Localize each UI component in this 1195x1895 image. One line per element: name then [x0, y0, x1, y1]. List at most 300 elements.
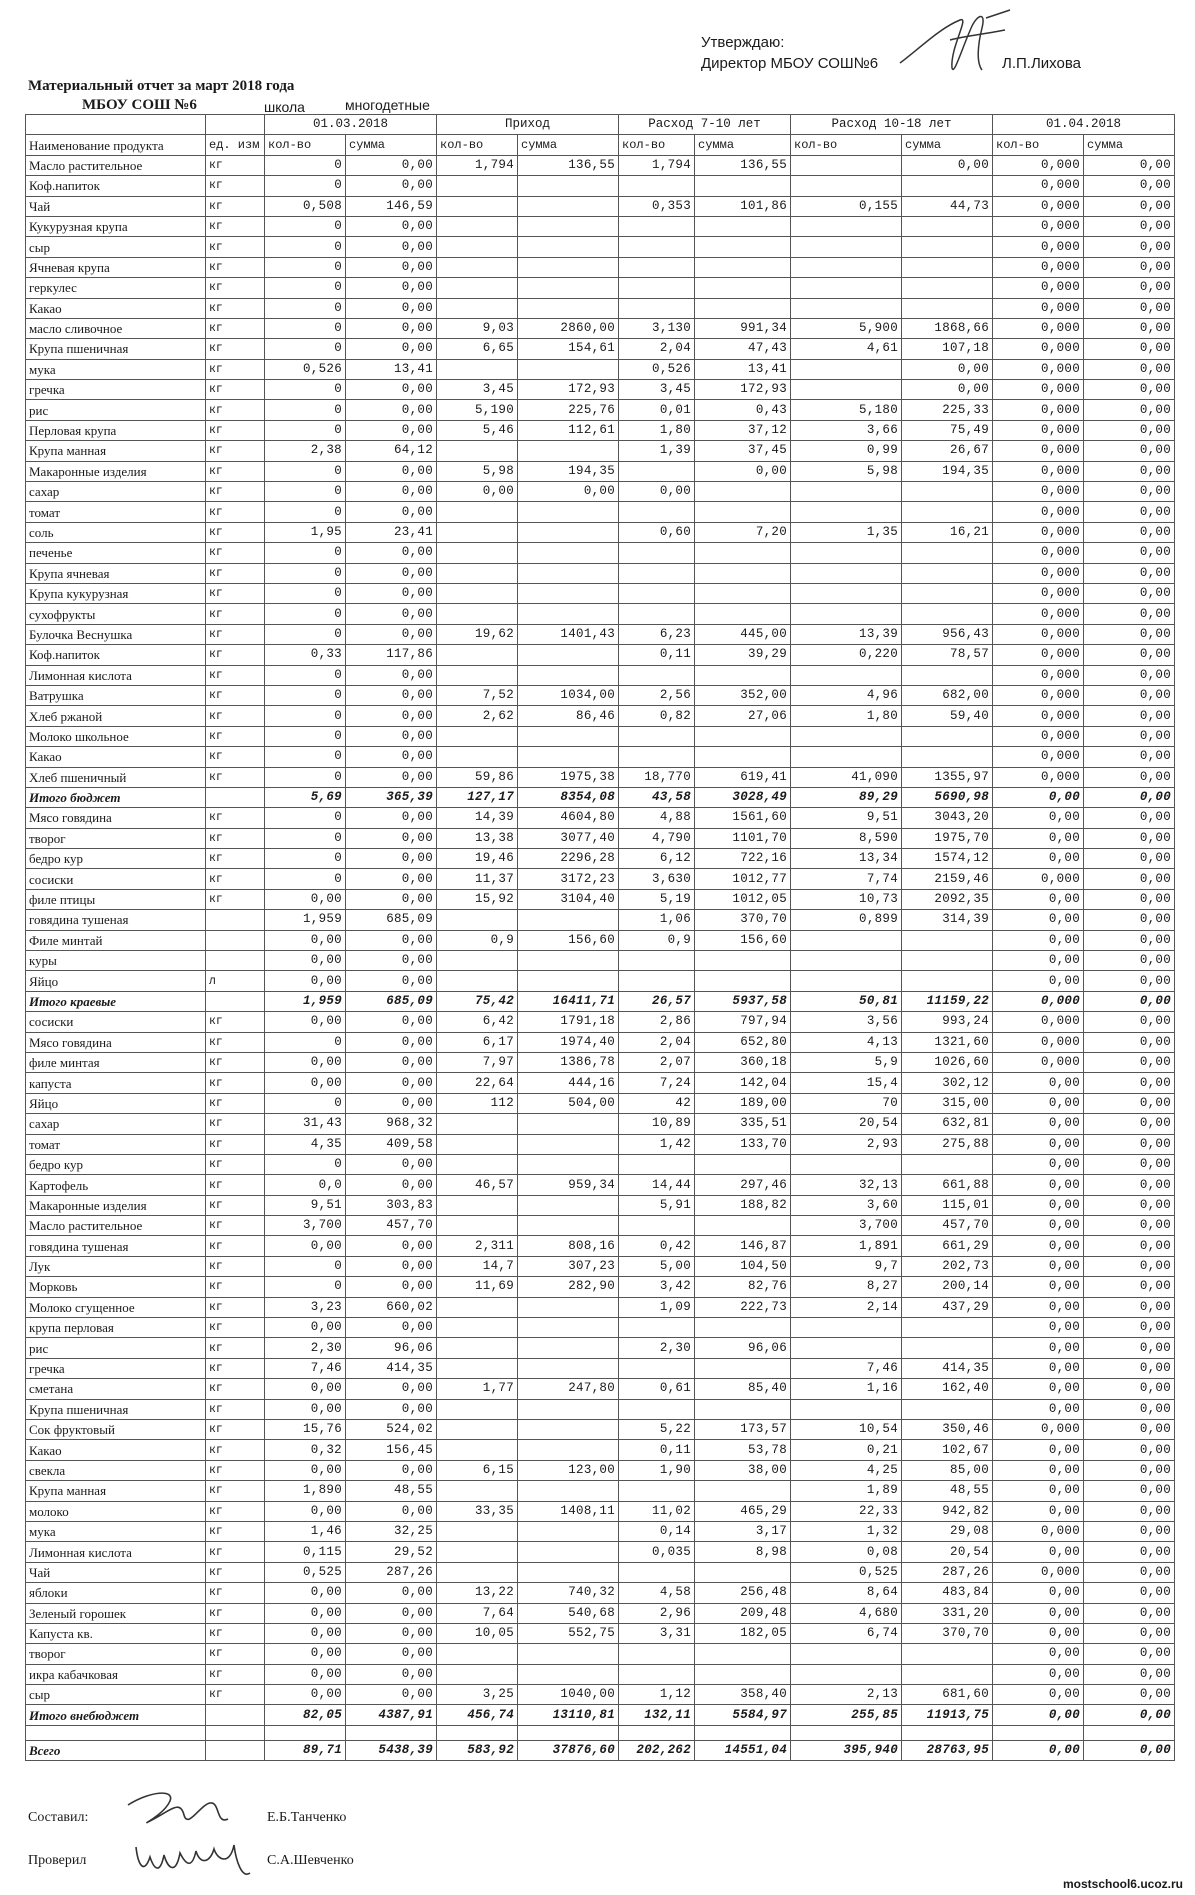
product-name-cell: сухофрукты	[26, 604, 206, 624]
value-cell: 365,39	[346, 787, 437, 807]
value-cell: 358,40	[695, 1685, 791, 1705]
value-cell: 0,00	[1084, 1236, 1175, 1256]
value-cell: 4,96	[791, 685, 902, 705]
value-cell: 0,526	[619, 359, 695, 379]
unit-cell: кг	[206, 1440, 265, 1460]
unit-cell: кг	[206, 1542, 265, 1562]
value-cell	[619, 1358, 695, 1378]
value-cell: 282,90	[518, 1277, 619, 1297]
value-cell	[791, 665, 902, 685]
value-cell	[791, 563, 902, 583]
unit-cell: кг	[206, 849, 265, 869]
value-cell: 1868,66	[902, 318, 993, 338]
product-name-cell: Итого внебюджет	[26, 1705, 206, 1725]
value-cell: 0,899	[791, 910, 902, 930]
value-cell: 444,16	[518, 1073, 619, 1093]
value-cell	[437, 1358, 518, 1378]
table-row	[26, 543, 1175, 563]
value-cell	[437, 1420, 518, 1440]
spacer-cell	[206, 1725, 265, 1740]
unit-cell: кг	[206, 869, 265, 889]
table-row	[26, 889, 1175, 909]
value-cell: 315,00	[902, 1093, 993, 1113]
value-cell: 0,00	[265, 1664, 346, 1684]
product-name-cell: говядина тушеная	[26, 910, 206, 930]
value-cell: 5,900	[791, 318, 902, 338]
table-row	[26, 747, 1175, 767]
table-row	[26, 1012, 1175, 1032]
value-cell: 4387,91	[346, 1705, 437, 1725]
table-row	[26, 1175, 1175, 1195]
value-cell: 0	[265, 298, 346, 318]
value-cell	[695, 298, 791, 318]
value-cell: 0,00	[993, 1460, 1084, 1480]
value-cell: 0,00	[993, 1236, 1084, 1256]
group-header-cell	[26, 115, 206, 135]
table-row	[26, 1114, 1175, 1134]
value-cell	[518, 645, 619, 665]
product-name-cell: мука	[26, 1521, 206, 1541]
value-cell: 0	[265, 828, 346, 848]
value-cell: 2,14	[791, 1297, 902, 1317]
product-name-cell: Капуста кв.	[26, 1623, 206, 1643]
value-cell: 0,525	[791, 1562, 902, 1582]
value-cell: 194,35	[518, 461, 619, 481]
value-cell: 0,000	[993, 237, 1084, 257]
value-cell: 0,00	[1084, 1542, 1175, 1562]
unit-cell: кг	[206, 543, 265, 563]
value-cell	[619, 726, 695, 746]
value-cell: 2,30	[619, 1338, 695, 1358]
value-cell	[518, 257, 619, 277]
unit-cell: кг	[206, 257, 265, 277]
unit-cell: кг	[206, 1685, 265, 1705]
value-cell: 0,00	[1084, 1440, 1175, 1460]
value-cell	[791, 257, 902, 277]
value-cell	[437, 1664, 518, 1684]
value-cell: 0,00	[993, 1440, 1084, 1460]
value-cell: 0,000	[993, 400, 1084, 420]
value-cell: 82,76	[695, 1277, 791, 1297]
value-cell	[518, 1542, 619, 1562]
value-cell: 0,00	[1084, 1073, 1175, 1093]
value-cell: 0,000	[993, 502, 1084, 522]
value-cell: 112	[437, 1093, 518, 1113]
value-cell: 29,52	[346, 1542, 437, 1562]
table-row	[26, 1338, 1175, 1358]
value-cell: 370,70	[695, 910, 791, 930]
unit-cell: кг	[206, 441, 265, 461]
value-cell: 0,000	[993, 726, 1084, 746]
value-cell: 5,98	[437, 461, 518, 481]
value-cell	[791, 951, 902, 971]
product-name-cell: сыр	[26, 1685, 206, 1705]
value-cell: 275,88	[902, 1134, 993, 1154]
value-cell: 1034,00	[518, 685, 619, 705]
value-cell: 0,00	[1084, 1644, 1175, 1664]
value-cell: 5,46	[437, 420, 518, 440]
value-cell: 11,37	[437, 869, 518, 889]
value-cell: 0	[265, 726, 346, 746]
value-cell: 0,00	[346, 747, 437, 767]
product-name-cell: сметана	[26, 1379, 206, 1399]
column-header-cell: сумма	[346, 135, 437, 155]
value-cell: 1012,77	[695, 869, 791, 889]
unit-cell: кг	[206, 339, 265, 359]
value-cell: 7,52	[437, 685, 518, 705]
value-cell: 0,00	[1084, 624, 1175, 644]
value-cell	[695, 257, 791, 277]
value-cell: 0,00	[993, 951, 1084, 971]
value-cell	[902, 971, 993, 991]
unit-cell: кг	[206, 645, 265, 665]
value-cell	[518, 278, 619, 298]
value-cell	[695, 1399, 791, 1419]
value-cell: 16411,71	[518, 991, 619, 1011]
value-cell	[518, 1154, 619, 1174]
value-cell	[791, 482, 902, 502]
value-cell	[791, 502, 902, 522]
unit-cell: кг	[206, 747, 265, 767]
value-cell	[619, 298, 695, 318]
value-cell: 33,35	[437, 1501, 518, 1521]
value-cell: 127,17	[437, 787, 518, 807]
value-cell: 0,00	[265, 1379, 346, 1399]
value-cell: 0	[265, 747, 346, 767]
value-cell: 0,00	[1084, 1501, 1175, 1521]
product-name-cell: филе минтая	[26, 1052, 206, 1072]
value-cell: 0,14	[619, 1521, 695, 1541]
value-cell	[437, 951, 518, 971]
value-cell: 1974,40	[518, 1032, 619, 1052]
value-cell	[437, 583, 518, 603]
value-cell: 0,00	[346, 543, 437, 563]
value-cell: 0,00	[346, 257, 437, 277]
value-cell: 524,02	[346, 1420, 437, 1440]
value-cell: 0,00	[1084, 1379, 1175, 1399]
value-cell	[902, 583, 993, 603]
value-cell: 13,22	[437, 1583, 518, 1603]
value-cell: 0,220	[791, 645, 902, 665]
product-name-cell: сахар	[26, 1114, 206, 1134]
unit-cell: кг	[206, 522, 265, 542]
value-cell: 0,00	[993, 1093, 1084, 1113]
value-cell	[437, 971, 518, 991]
value-cell: 6,42	[437, 1012, 518, 1032]
value-cell	[437, 726, 518, 746]
value-cell: 0,00	[993, 1705, 1084, 1725]
value-cell	[791, 747, 902, 767]
value-cell	[518, 1440, 619, 1460]
value-cell	[518, 1562, 619, 1582]
value-cell: 20,54	[902, 1542, 993, 1562]
product-name-cell: Чай	[26, 196, 206, 216]
value-cell: 8,27	[791, 1277, 902, 1297]
value-cell: 107,18	[902, 339, 993, 359]
value-cell: 0,115	[265, 1542, 346, 1562]
value-cell: 0,00	[346, 1399, 437, 1419]
table-row	[26, 1052, 1175, 1072]
value-cell: 59,40	[902, 706, 993, 726]
value-cell	[518, 1216, 619, 1236]
table-column-header	[26, 135, 1175, 155]
product-name-cell: Масло растительное	[26, 1216, 206, 1236]
value-cell	[437, 1542, 518, 1562]
table-row	[26, 298, 1175, 318]
table-row	[26, 604, 1175, 624]
value-cell: 188,82	[695, 1195, 791, 1215]
value-cell: 0	[265, 767, 346, 787]
value-cell: 0	[265, 461, 346, 481]
value-cell: 0,43	[695, 400, 791, 420]
value-cell: 661,88	[902, 1175, 993, 1195]
value-cell: 2159,46	[902, 869, 993, 889]
value-cell: 0,00	[346, 298, 437, 318]
product-name-cell: Булочка Веснушка	[26, 624, 206, 644]
value-cell: 0,00	[346, 706, 437, 726]
value-cell: 172,93	[695, 380, 791, 400]
value-cell: 0,00	[1084, 461, 1175, 481]
product-name-cell: Сок фруктовый	[26, 1420, 206, 1440]
value-cell: 0,11	[619, 645, 695, 665]
value-cell: 0,00	[993, 1358, 1084, 1378]
value-cell: 31,43	[265, 1114, 346, 1134]
product-name-cell: томат	[26, 502, 206, 522]
unit-cell: кг	[206, 1664, 265, 1684]
product-name-cell: Коф.напиток	[26, 176, 206, 196]
table-row	[26, 869, 1175, 889]
value-cell: 0,000	[993, 665, 1084, 685]
value-cell: 0,00	[346, 889, 437, 909]
value-cell: 0,00	[1084, 1358, 1175, 1378]
value-cell: 0,00	[993, 1175, 1084, 1195]
unit-cell: кг	[206, 1052, 265, 1072]
value-cell: 0	[265, 318, 346, 338]
value-cell: 0,00	[346, 604, 437, 624]
value-cell: 3,17	[695, 1521, 791, 1541]
value-cell: 0,00	[346, 869, 437, 889]
value-cell: 0,000	[993, 298, 1084, 318]
unit-cell: кг	[206, 155, 265, 175]
value-cell: 991,34	[695, 318, 791, 338]
value-cell: 722,16	[695, 849, 791, 869]
value-cell: 0,00	[346, 971, 437, 991]
value-cell: 0,00	[1084, 1175, 1175, 1195]
table-row	[26, 971, 1175, 991]
unit-cell: кг	[206, 1338, 265, 1358]
table-row	[26, 1644, 1175, 1664]
table-row	[26, 1093, 1175, 1113]
value-cell: 0,000	[993, 278, 1084, 298]
value-cell	[518, 747, 619, 767]
site-watermark: mostschool6.ucoz.ru	[1062, 1877, 1183, 1891]
value-cell	[518, 1399, 619, 1419]
value-cell: 0,000	[993, 991, 1084, 1011]
value-cell	[437, 278, 518, 298]
value-cell	[902, 665, 993, 685]
unit-cell	[206, 1705, 265, 1725]
value-cell: 0,00	[1084, 1685, 1175, 1705]
value-cell: 146,59	[346, 196, 437, 216]
grand-total-cell: 28763,95	[902, 1740, 993, 1760]
value-cell	[902, 502, 993, 522]
value-cell	[437, 1399, 518, 1419]
value-cell: 685,09	[346, 910, 437, 930]
value-cell: 0,00	[993, 1685, 1084, 1705]
value-cell	[695, 1154, 791, 1174]
unit-cell: кг	[206, 1644, 265, 1664]
column-header-cell: сумма	[518, 135, 619, 155]
value-cell	[437, 563, 518, 583]
table-row	[26, 583, 1175, 603]
table-row	[26, 237, 1175, 257]
value-cell: 26,67	[902, 441, 993, 461]
value-cell	[791, 971, 902, 991]
unit-cell: кг	[206, 1297, 265, 1317]
value-cell: 8,64	[791, 1583, 902, 1603]
value-cell: 7,74	[791, 869, 902, 889]
value-cell: 9,7	[791, 1256, 902, 1276]
unit-cell: кг	[206, 196, 265, 216]
value-cell: 0,00	[265, 1318, 346, 1338]
value-cell: 50,81	[791, 991, 902, 1011]
unit-cell: кг	[206, 1256, 265, 1276]
value-cell: 0,00	[265, 1460, 346, 1480]
value-cell: 53,78	[695, 1440, 791, 1460]
value-cell: 0,000	[993, 645, 1084, 665]
value-cell: 18,770	[619, 767, 695, 787]
value-cell: 370,70	[902, 1623, 993, 1643]
value-cell: 0,00	[346, 930, 437, 950]
value-cell: 102,67	[902, 1440, 993, 1460]
value-cell	[791, 278, 902, 298]
grand-total-cell: 395,940	[791, 1740, 902, 1760]
value-cell: 0,00	[1084, 1603, 1175, 1623]
value-cell: 0,00	[265, 1603, 346, 1623]
product-name-cell: сахар	[26, 482, 206, 502]
unit-cell: кг	[206, 176, 265, 196]
value-cell: 75,49	[902, 420, 993, 440]
value-cell: 0,00	[346, 1644, 437, 1664]
table-row	[26, 1481, 1175, 1501]
product-name-cell: Молоко сгущенное	[26, 1297, 206, 1317]
value-cell	[695, 1318, 791, 1338]
unit-cell: кг	[206, 1481, 265, 1501]
value-cell: 0,00	[993, 1583, 1084, 1603]
table-row	[26, 278, 1175, 298]
spacer-cell	[26, 1725, 206, 1740]
value-cell: 85,40	[695, 1379, 791, 1399]
grand-total-cell: 89,71	[265, 1740, 346, 1760]
value-cell	[695, 502, 791, 522]
value-cell	[518, 1644, 619, 1664]
table-row	[26, 1297, 1175, 1317]
value-cell: 0,000	[993, 767, 1084, 787]
value-cell: 0,00	[346, 1093, 437, 1113]
value-cell	[695, 1644, 791, 1664]
product-name-cell: икра кабачковая	[26, 1664, 206, 1684]
table-row	[26, 563, 1175, 583]
value-cell: 2,96	[619, 1603, 695, 1623]
value-cell	[619, 1216, 695, 1236]
value-cell	[695, 563, 791, 583]
value-cell	[695, 278, 791, 298]
value-cell: 0,00	[1084, 930, 1175, 950]
value-cell	[791, 1318, 902, 1338]
material-report-table	[25, 114, 1175, 1761]
value-cell: 0,00	[1084, 685, 1175, 705]
table-row	[26, 828, 1175, 848]
value-cell: 0,00	[902, 380, 993, 400]
value-cell: 13,39	[791, 624, 902, 644]
value-cell: 0	[265, 237, 346, 257]
product-name-cell: масло сливочное	[26, 318, 206, 338]
value-cell: 13,38	[437, 828, 518, 848]
value-cell: 632,81	[902, 1114, 993, 1134]
value-cell: 287,26	[902, 1562, 993, 1582]
value-cell: 1561,60	[695, 808, 791, 828]
value-cell: 0,000	[993, 441, 1084, 461]
value-cell: 1355,97	[902, 767, 993, 787]
value-cell: 10,89	[619, 1114, 695, 1134]
unit-cell: кг	[206, 380, 265, 400]
value-cell	[902, 1318, 993, 1338]
value-cell	[902, 951, 993, 971]
value-cell	[619, 278, 695, 298]
value-cell: 0,525	[265, 1562, 346, 1582]
value-cell: 0,00	[346, 1664, 437, 1684]
product-name-cell: рис	[26, 1338, 206, 1358]
product-name-cell: Морковь	[26, 1277, 206, 1297]
compiled-label: Составил:	[28, 1810, 89, 1825]
spacer-cell	[265, 1725, 346, 1740]
table-row	[26, 1521, 1175, 1541]
product-name-cell: Кукурузная крупа	[26, 216, 206, 236]
table-row	[26, 1420, 1175, 1440]
value-cell: 27,06	[695, 706, 791, 726]
grand-total-cell: 0,00	[993, 1740, 1084, 1760]
value-cell: 202,73	[902, 1256, 993, 1276]
value-cell: 0,000	[993, 380, 1084, 400]
value-cell	[518, 441, 619, 461]
value-cell: 0,00	[265, 951, 346, 971]
value-cell	[791, 237, 902, 257]
value-cell: 0,00	[1084, 196, 1175, 216]
value-cell	[902, 216, 993, 236]
value-cell	[791, 1154, 902, 1174]
value-cell: 437,29	[902, 1297, 993, 1317]
value-cell: 0	[265, 339, 346, 359]
unit-cell	[206, 910, 265, 930]
value-cell	[791, 216, 902, 236]
product-name-cell: Яйцо	[26, 1093, 206, 1113]
value-cell: 1,35	[791, 522, 902, 542]
value-cell: 797,94	[695, 1012, 791, 1032]
value-cell: 0,00	[695, 461, 791, 481]
value-cell: 0,00	[265, 1073, 346, 1093]
value-cell: 350,46	[902, 1420, 993, 1440]
unit-cell: кг	[206, 1603, 265, 1623]
value-cell: 13110,81	[518, 1705, 619, 1725]
value-cell: 255,85	[791, 1705, 902, 1725]
value-cell	[695, 1562, 791, 1582]
value-cell: 78,57	[902, 645, 993, 665]
value-cell: 0,00	[346, 502, 437, 522]
value-cell: 2,56	[619, 685, 695, 705]
value-cell: 0,21	[791, 1440, 902, 1460]
unit-cell	[206, 951, 265, 971]
value-cell: 0,00	[1084, 359, 1175, 379]
